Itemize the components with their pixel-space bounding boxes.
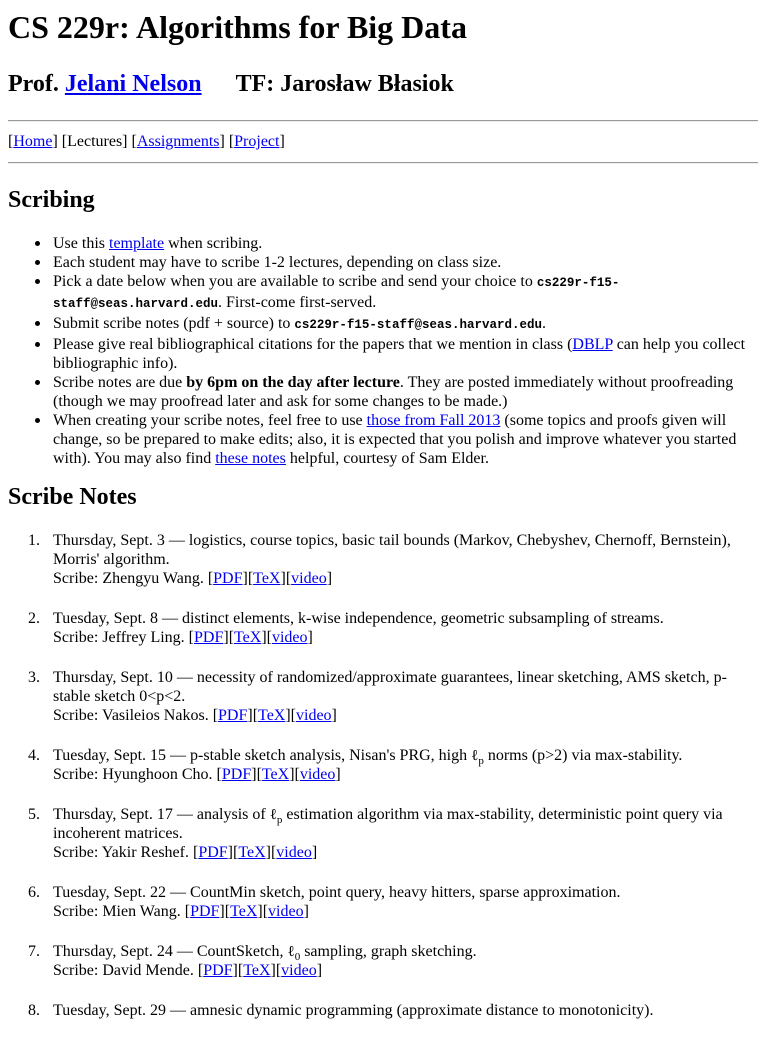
pdf-link[interactable]: PDF	[203, 962, 233, 979]
text: When creating your scribe notes, feel free to use	[53, 412, 363, 429]
item-number: 8.	[28, 1002, 40, 1019]
tex-link[interactable]: TeX	[258, 707, 286, 724]
dblp-link[interactable]: DBLP	[572, 336, 613, 353]
list-item	[53, 272, 752, 314]
scribe-name: Scribe: Vasileios Nakos.	[53, 707, 209, 724]
lecture-topics: logistics, course topics, basic tail bounds (Markov, Chebyshev, Chernoff, Bernstein), Morris' algorithm.	[53, 532, 731, 568]
tex-link[interactable]: TeX	[243, 962, 271, 979]
top-divider	[8, 120, 758, 122]
text: . First-come first-served.	[218, 294, 377, 311]
text: Submit scribe notes (pdf + source) to	[53, 315, 291, 332]
lecture-item: 6. Tuesday, Sept. 22 — CountMin sketch, point query, heavy hitters, sparse approximation. Scribe: Mien Wang. [PDF][TeX][video]	[28, 884, 621, 920]
scribe-name: Scribe: Jeffrey Ling.	[53, 629, 185, 646]
scribe-name: Scribe: Hyunghoon Cho.	[53, 766, 213, 783]
lecture-date: Tuesday, Sept. 8	[53, 610, 159, 627]
tex-link[interactable]: TeX	[238, 844, 266, 861]
pdf-link[interactable]: PDF	[190, 903, 220, 920]
scribe-notes-heading: Scribe Notes	[8, 484, 137, 510]
ell-symbol	[269, 805, 283, 826]
fall-2013-notes-link[interactable]: those from Fall 2013	[366, 412, 501, 429]
nav-project-link[interactable]: Project	[234, 133, 280, 150]
tex-link[interactable]: TeX	[234, 629, 262, 646]
text: helpful, courtesy of Sam Elder.	[289, 450, 489, 467]
pdf-link[interactable]: PDF	[221, 766, 252, 783]
item-number: 7.	[28, 943, 40, 960]
text: estimation algorithm via max-stability, deterministic point query via incoherent matrices.	[53, 806, 723, 842]
item-number: 1.	[28, 532, 40, 549]
ell-subscript: p	[276, 814, 283, 826]
scribe-name: Scribe: Zhengyu Wang.	[53, 570, 204, 587]
scribe-name: Scribe: Yakir Reshef.	[53, 844, 189, 861]
staff-email: cs229r-f15-staff@seas.harvard.edu	[294, 318, 542, 332]
text: Pick a date below when you are available to scribe and send your choice to	[53, 273, 533, 290]
text: can help you collect bibliographic info).	[53, 336, 746, 372]
text: when scribing.	[168, 235, 263, 252]
text: analysis of	[196, 806, 266, 823]
lecture-item: 5. Thursday, Sept. 17 — analysis of ℓ$_p$ estimation algorithm via max-stability, deterministic point query via incoherent matrices. Scribe: Yakir Reshef. [PDF][TeX][video]	[28, 805, 723, 861]
list-item	[53, 411, 752, 468]
lecture-topics	[196, 942, 477, 963]
lecture-date: Thursday, Sept. 24	[53, 943, 173, 960]
item-number: 5.	[28, 806, 40, 823]
text: . They are posted immediately without proofreading (though we may proofread later and ask for some changes to be made.)	[53, 374, 734, 410]
lecture-item: 7. Thursday, Sept. 24 — CountSketch, ℓ$_0$ sampling, graph sketching. Scribe: David Mende. [PDF][TeX][video]	[28, 942, 477, 979]
prof-prefix: Prof.	[8, 71, 59, 97]
pdf-link[interactable]: PDF	[218, 707, 248, 724]
item-number: 2.	[28, 610, 40, 627]
video-link[interactable]: video	[281, 962, 317, 979]
tex-link[interactable]: TeX	[261, 766, 290, 783]
lecture-item: 2. Tuesday, Sept. 8 — distinct elements, k-wise independence, geometric subsampling of streams. Scribe: Jeffrey Ling. [PDF][TeX][video]	[28, 610, 664, 646]
lecture-date: Thursday, Sept. 3	[53, 532, 165, 549]
text: p-stable sketch analysis, Nisan's PRG, high	[190, 747, 468, 764]
lecture-item: 3. Thursday, Sept. 10 — necessity of randomized/approximate guarantees, linear sketching, AMS sketch, p-stable sketch 0<p<2. Scribe: Vasileios Nakos. [PDF][TeX][video]	[28, 669, 727, 724]
pdf-link[interactable]: PDF	[198, 844, 228, 861]
ell-symbol	[471, 746, 484, 767]
ell-glyph: ℓ	[287, 942, 295, 960]
list-item	[53, 314, 752, 335]
item-number: 3.	[28, 669, 40, 686]
text: CountSketch,	[196, 943, 284, 960]
ell-symbol	[287, 942, 301, 963]
tex-link[interactable]: TeX	[230, 903, 258, 920]
deadline-text: by 6pm on the day after lecture	[186, 374, 400, 391]
nav-lectures: Lectures	[67, 133, 123, 150]
these-notes-link[interactable]: these notes	[215, 450, 286, 467]
text: .	[541, 315, 546, 332]
lecture-item: 8. Tuesday, Sept. 29 — amnesic dynamic programming (approximate distance to monotonicity).	[28, 1002, 654, 1019]
video-link[interactable]: video	[291, 570, 327, 587]
lecture-date: Tuesday, Sept. 22	[53, 884, 167, 901]
text: Scribe notes are due	[53, 374, 183, 391]
lecture-date: Tuesday, Sept. 15	[53, 747, 167, 764]
video-link[interactable]: video	[268, 903, 304, 920]
video-link[interactable]: video	[276, 844, 312, 861]
nav-divider	[8, 162, 758, 164]
list-item: Each student may have to scribe 1-2 lectures, depending on class size.	[53, 253, 752, 272]
list-item	[53, 373, 752, 411]
nav-home-link[interactable]: Home	[13, 133, 53, 150]
video-link[interactable]: video	[296, 707, 332, 724]
item-number: 4.	[28, 747, 40, 764]
lecture-topics: CountMin sketch, point query, heavy hitters, sparse approximation.	[190, 884, 621, 901]
text: sampling, graph sketching.	[304, 943, 477, 960]
scribe-notes-list	[0, 531, 760, 1041]
video-link[interactable]: video	[299, 766, 336, 783]
item-number: 6.	[28, 884, 40, 901]
lecture-topics: necessity of randomized/approximate guarantees, linear sketching, AMS sketch, p-stable sketch 0<p<2.	[53, 669, 727, 705]
text: Please give real bibliographical citations for the papers that we mention in class (	[53, 336, 573, 353]
lecture-item: 4. Tuesday, Sept. 15 — p-stable sketch analysis, Nisan's PRG, high ℓ$_p$ norms (p>2) via max-stability. Scribe: Hyunghoon Cho. [PDF][TeX][video]	[28, 746, 683, 783]
ell-glyph: ℓ	[269, 805, 277, 823]
scribe-name: Scribe: David Mende.	[53, 962, 194, 979]
lecture-topics: amnesic dynamic programming (approximate distance to monotonicity).	[190, 1002, 654, 1019]
nav-assignments-link[interactable]: Assignments	[136, 133, 220, 150]
tf-name: TF: Jarosław Błasiok	[235, 71, 454, 97]
pdf-link[interactable]: PDF	[213, 570, 243, 587]
ell-subscript: 0	[294, 951, 301, 963]
pdf-link[interactable]: PDF	[194, 629, 224, 646]
video-link[interactable]: video	[271, 629, 308, 646]
course-staff	[8, 70, 454, 98]
nav-bar: [Home] [Lectures] [Assignments] [Project]	[8, 133, 285, 150]
scribe-name: Scribe: Mien Wang.	[53, 903, 181, 920]
lecture-item: 1. Thursday, Sept. 3 — logistics, course topics, basic tail bounds (Markov, Chebyshev, Chernoff, Bernstein), Morris' algorithm. Scribe: Zhengyu Wang. [PDF][TeX][video]	[28, 532, 731, 587]
lecture-date: Thursday, Sept. 10	[53, 669, 173, 686]
template-link[interactable]: template	[109, 235, 165, 252]
ell-subscript: p	[478, 755, 484, 767]
lecture-topics	[190, 746, 683, 767]
text: norms (p>2) via max-stability.	[487, 747, 683, 764]
prof-name-link[interactable]: Jelani Nelson	[64, 71, 202, 97]
list-item	[53, 335, 752, 373]
lecture-topics: distinct elements, k-wise independence, geometric subsampling of streams.	[182, 610, 664, 627]
ell-glyph: ℓ	[471, 746, 479, 764]
tex-link[interactable]: TeX	[253, 570, 281, 587]
list-item	[53, 234, 752, 253]
lecture-date: Tuesday, Sept. 29	[53, 1002, 167, 1019]
text: (some topics and proofs given will change, so be prepared to make edits; also, it is expected that you polish and improve whatever you started with). You may also find	[53, 412, 737, 467]
staff-email: cs229r-f15-staff@seas.harvard.edu	[53, 276, 620, 311]
scribing-heading: Scribing	[8, 187, 95, 213]
text: Use this	[53, 235, 105, 252]
scribing-list	[0, 234, 752, 468]
page-title: CS 229r: Algorithms for Big Data	[8, 9, 467, 45]
lecture-date: Thursday, Sept. 17	[53, 806, 173, 823]
